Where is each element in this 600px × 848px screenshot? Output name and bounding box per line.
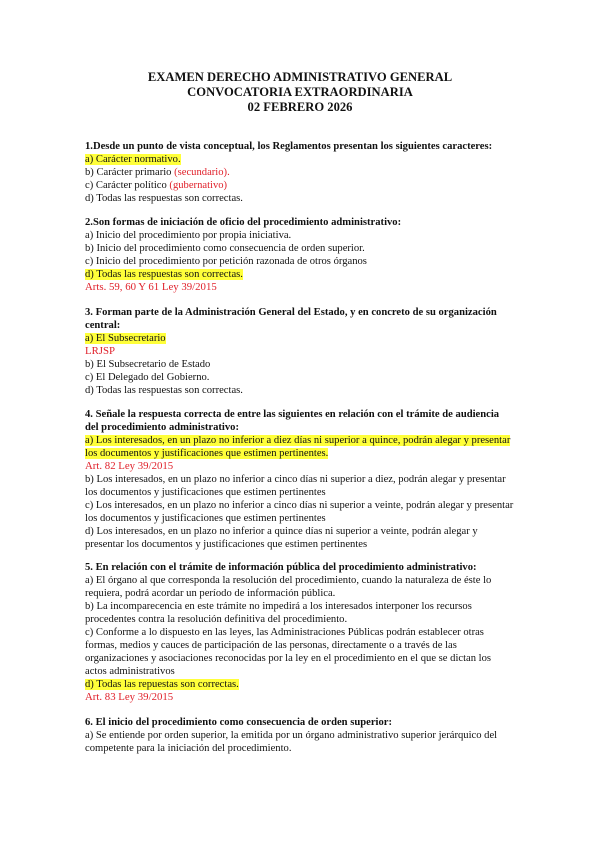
answer-b: b) La incomparecencia en este trámite no impedirá a los interesados interponer los recursos procedentes contra la resolución definitiva del procedimiento. — [85, 601, 472, 625]
question-title: 1.Desde un punto de vista conceptual, los Reglamentos presentan los siguientes caracteres: — [85, 141, 493, 152]
answer-a: a) Se entiende por orden superior, la emitida por un órgano administrativo superior jerárquico del competente para la iniciación del procedimiento. — [85, 730, 498, 754]
exam-date: 02 FEBRERO 2026 — [247, 100, 353, 114]
answer-a-correct: a) El Subsecretario — [85, 333, 166, 344]
answer-text: c) Carácter político — [85, 180, 170, 191]
answer-c: c) Conforme a lo dispuesto en las leyes, las Administraciones Públicas podrán establecer otras formas, medios y cauces de participación de las personas, directamente o a través de las organizaciones y asociaciones reconocidas por la ley en el procedimiento en el que se dictan los actos administrativos — [85, 627, 492, 677]
exam-convocatoria: CONVOCATORIA EXTRAORDINARIA — [187, 85, 413, 99]
legal-reference: Art. 82 Ley 39/2015 — [85, 460, 174, 472]
answer-d: d) Todas las respuestas son correctas. — [85, 385, 243, 396]
question-title: 5. En relación con el trámite de información pública del procedimiento administrativo: — [85, 562, 477, 573]
question-title: 6. El inicio del procedimiento como consecuencia de orden superior: — [85, 717, 392, 728]
answer-text: b) Carácter primario — [85, 167, 175, 178]
answer-c: c) El Delegado del Gobierno. — [85, 372, 210, 383]
exam-header — [0, 70, 600, 115]
question-3 — [85, 306, 515, 397]
answer-d-correct: d) Todas las respuestas son correctas. — [85, 269, 243, 280]
answer-a-correct: a) Carácter normativo. — [85, 154, 181, 165]
answer-a: a) El órgano al que corresponda la resolución del procedimiento, cuando la naturaleza de éste lo requiera, podrá acordar un período de información pública. — [85, 575, 492, 599]
answer-correction: (gubernativo) — [169, 180, 228, 191]
answer-b — [85, 166, 515, 179]
answer-a-correct: a) Los interesados, en un plazo no inferior a diez días ni superior a quince, podrán alegar y presentar los documentos y justificaciones que estimen pertinentes. — [85, 435, 511, 459]
answer-d: d) Los interesados, en un plazo no inferior a quince días ni superior a veinte, podrán alegar y presentar los documentos y justificaciones que estimen pertinentes — [85, 526, 478, 550]
answer-c: c) Inicio del procedimiento por petición razonada de otros órganos — [85, 256, 367, 267]
answer-b: b) El Subsecretario de Estado — [85, 359, 211, 370]
question-4 — [85, 408, 515, 551]
question-1 — [85, 140, 515, 205]
answer-d-correct: d) Todas las repuestas son correctas. — [85, 679, 239, 690]
legal-reference: Arts. 59, 60 Y 61 Ley 39/2015 — [85, 281, 217, 293]
question-title: 2.Son formas de iniciación de oficio del procedimiento administrativo: — [85, 217, 402, 228]
question-title: 3. Forman parte de la Administración General del Estado, y en concreto de su organización central: — [85, 307, 497, 331]
answer-c: c) Los interesados, en un plazo no inferior a cinco días ni superior a veinte, podrán alegar y presentar los documentos y justificaciones que estimen pertinentes — [85, 500, 514, 524]
legal-reference: Art. 83 Ley 39/2015 — [85, 691, 174, 703]
answer-c — [85, 179, 515, 192]
question-2 — [85, 216, 515, 294]
answer-b: b) Inicio del procedimiento como consecuencia de orden superior. — [85, 243, 365, 254]
answer-d: d) Todas las respuestas son correctas. — [85, 193, 243, 204]
answer-b: b) Los interesados, en un plazo no inferior a cinco días ni superior a diez, podrán alegar y presentar los documentos y justificaciones que estimen pertinentes — [85, 474, 506, 498]
question-5 — [85, 561, 515, 704]
question-title: 4. Señale la respuesta correcta de entre las siguientes en relación con el trámite de audiencia del procedimiento administrativo: — [85, 409, 500, 433]
exam-title: EXAMEN DERECHO ADMINISTRATIVO GENERAL — [147, 70, 453, 84]
answer-a: a) Inicio del procedimiento por propia iniciativa. — [85, 230, 292, 241]
answer-correction: (secundario). — [174, 167, 230, 178]
legal-reference: LRJSP — [85, 345, 116, 357]
question-6 — [85, 716, 515, 755]
